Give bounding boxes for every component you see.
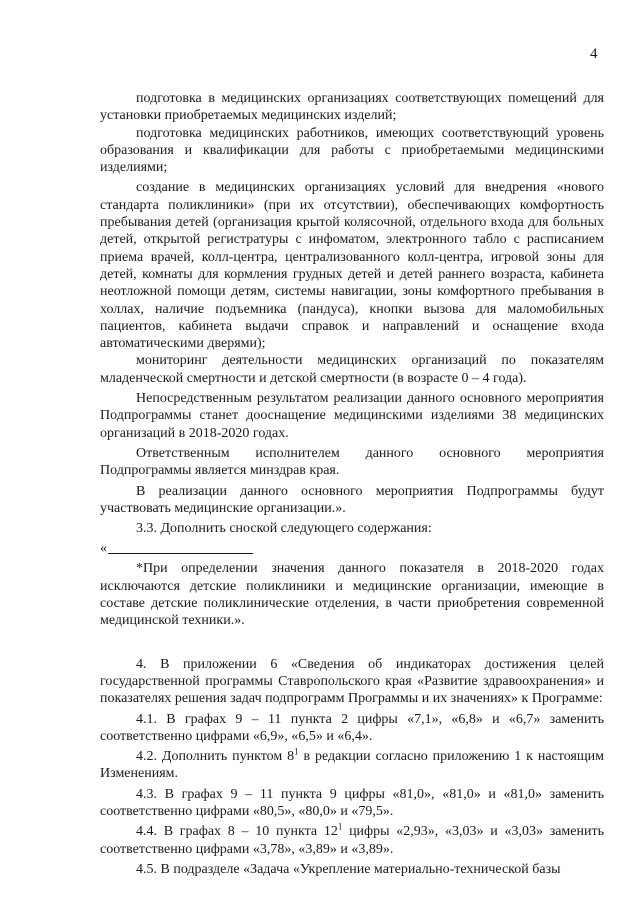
page-number: 4 xyxy=(590,46,598,62)
footnote-separator xyxy=(100,540,604,557)
footnote-open-quote: « xyxy=(100,541,107,557)
paragraph: В реализации данного основного мероприятия Подпрограммы будут участвовать медицинские организации.». xyxy=(100,483,604,516)
item-4-2-before: 4.2. Дополнить пунктом 8 xyxy=(136,749,295,765)
paragraph: создание в медицинских организациях условий для внедрения «нового стандарта поликлиники» (при их отсутствии), обеспечивающих комфортность пребывания детей (организация крытой колясочной, отдельного входа для больных детей, открытой регистратуры с инфоматом, электронного табло с расписанием приема врачей, колл-центра, централизованного колл-центра, игровой зоны для детей, комнаты для кормления грудных детей и детей раннего возраста, кабинета неотложной помощи детям, системы навигации, зоны комфортного пребывания в холлах, наличие подъемника (пандуса), кнопки вызова для маломобильных пациентов, кабинета выдачи справок и направлений и оснащение входа автоматическими дверями); xyxy=(100,180,604,352)
item-4-3: 4.3. В графах 9 – 11 пункта 9 цифры «81,0», «81,0» и «81,0» заменить соответственно цифрами «80,5», «80,0» и «79,5». xyxy=(100,786,604,819)
item-4-4 xyxy=(100,823,604,858)
paragraph: Ответственным исполнителем данного основного мероприятия Подпрограммы является минздрав края. xyxy=(100,445,604,479)
item-4-4-before: 4.4. В графах 8 – 10 пункта 12 xyxy=(136,824,338,840)
item-4-4-superscript: 1 xyxy=(337,821,343,832)
item-4-2-superscript: 1 xyxy=(294,746,299,757)
item-4-5: 4.5. В подразделе «Задача «Укрепление материально-технической базы xyxy=(136,861,561,877)
document-body xyxy=(100,90,604,878)
paragraph: мониторинг деятельности медицинских организаций по показателям младенческой смертности и детской смертности (в возрасте 0 – 4 года). xyxy=(100,353,604,386)
item-4-2 xyxy=(100,748,604,783)
paragraph: подготовка медицинских работников, имеющих соответствующий уровень образования и квалификации для работы с приобретаемыми медицинскими изделиями; xyxy=(100,125,604,176)
paragraph: Непосредственным результатом реализации данного основного мероприятия Подпрограммы станет дооснащение медицинскими изделиями 38 медицинских организаций в 2018-2020 годах. xyxy=(100,391,604,441)
footnote-text: *При определении значения данного показателя в 2018-2020 годах исключаются детские поликлиники и медицинские организации, имеющие в составе детские поликлинические отделения, в части приобретения современной медицинской техники.». xyxy=(100,561,604,629)
item-4-1: 4.1. В графах 9 – 11 пункта 2 цифры «7,1», «6,8» и «6,7» заменить соответственно цифрами «6,9», «6,5» и «6,4». xyxy=(100,711,604,744)
item-4: 4. В приложении 6 «Сведения об индикаторах достижения целей государственной программы Ставропольского края «Развитие здравоохранения» и показателях решения задач подпрограмм Программы и их значениях» к Программе: xyxy=(100,656,604,707)
item-4-2-after: в редакции согласно приложению 1 к настоящим Изменениям. xyxy=(100,749,604,782)
paragraph: подготовка в медицинских организациях соответствующих помещений для установки приобретаемых медицинских изделий; xyxy=(100,91,604,124)
paragraph: 3.3. Дополнить сноской следующего содержания: xyxy=(136,521,432,537)
footnote-rule xyxy=(108,553,253,554)
item-4-4-after: цифры «2,93», «3,03» и «3,03» заменить соответственно цифрами «3,78», «3,89» и «3,89». xyxy=(100,824,604,857)
